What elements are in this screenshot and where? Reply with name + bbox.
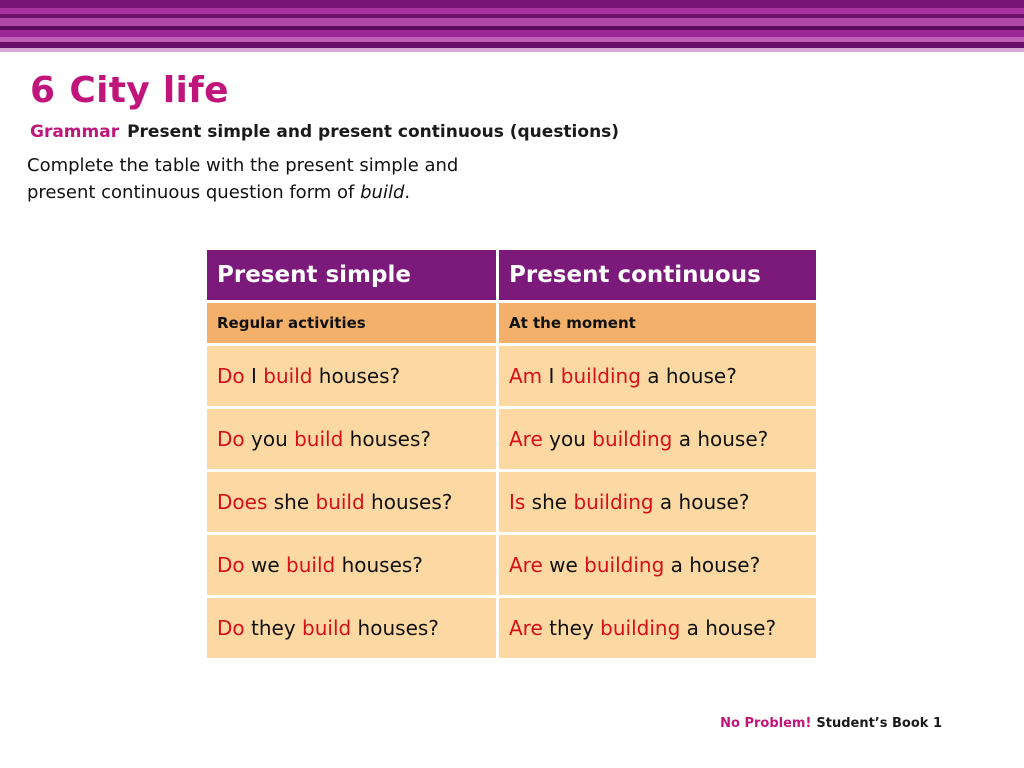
table-row bbox=[207, 346, 816, 406]
table-header-row bbox=[207, 250, 816, 300]
subject: we bbox=[244, 553, 287, 577]
present-continuous-cell bbox=[499, 472, 816, 532]
present-continuous-cell bbox=[499, 535, 816, 595]
object: houses? bbox=[351, 616, 439, 640]
verb: building bbox=[600, 616, 681, 640]
subheader-regular-activities: Regular activities bbox=[207, 303, 496, 343]
instructions-line-1: Complete the table with the present simple and bbox=[27, 155, 459, 176]
subject: I bbox=[542, 364, 561, 388]
verb: building bbox=[592, 427, 673, 451]
object: houses? bbox=[343, 427, 432, 451]
subject: she bbox=[525, 490, 574, 514]
present-simple-cell bbox=[207, 409, 496, 469]
auxiliary: Do bbox=[217, 427, 245, 451]
subject: I bbox=[244, 364, 264, 388]
instructions bbox=[27, 152, 547, 206]
verb: build bbox=[263, 364, 313, 388]
object: a house? bbox=[672, 427, 769, 451]
page-title bbox=[30, 70, 229, 111]
auxiliary: Are bbox=[509, 616, 543, 640]
section-heading bbox=[30, 122, 619, 142]
verb: build bbox=[294, 427, 344, 451]
object: a house? bbox=[664, 553, 761, 577]
present-continuous-cell bbox=[499, 346, 816, 406]
section-tag: Grammar bbox=[30, 122, 120, 142]
subheader-at-the-moment: At the moment bbox=[499, 303, 816, 343]
verb: building bbox=[573, 490, 654, 514]
auxiliary: Am bbox=[509, 364, 543, 388]
present-simple-cell bbox=[207, 598, 496, 658]
present-simple-cell bbox=[207, 535, 496, 595]
present-continuous-cell bbox=[499, 598, 816, 658]
verb: building bbox=[584, 553, 665, 577]
banner-stripe bbox=[0, 30, 1024, 37]
table-row bbox=[207, 535, 816, 595]
unit-title: City life bbox=[69, 70, 229, 111]
verb: build bbox=[302, 616, 352, 640]
auxiliary: Are bbox=[509, 553, 543, 577]
banner-stripe bbox=[0, 18, 1024, 26]
subject: you bbox=[244, 427, 295, 451]
instructions-verb: build bbox=[360, 182, 405, 203]
object: houses? bbox=[335, 553, 423, 577]
table-row bbox=[207, 472, 816, 532]
auxiliary: Do bbox=[217, 553, 245, 577]
subject: you bbox=[542, 427, 593, 451]
header-present-simple: Present simple bbox=[207, 250, 496, 300]
footer-credit bbox=[720, 716, 942, 731]
table-row bbox=[207, 409, 816, 469]
object: houses? bbox=[364, 490, 453, 514]
verb: build bbox=[286, 553, 336, 577]
instructions-line-2-prefix: present continuous question form of bbox=[27, 182, 361, 203]
object: houses? bbox=[312, 364, 401, 388]
unit-number: 6 bbox=[30, 70, 56, 111]
object: a house? bbox=[680, 616, 777, 640]
present-continuous-cell bbox=[499, 409, 816, 469]
auxiliary: Do bbox=[217, 364, 245, 388]
table-row bbox=[207, 598, 816, 658]
instructions-line-2-suffix: . bbox=[404, 182, 411, 203]
auxiliary: Are bbox=[509, 427, 543, 451]
auxiliary: Does bbox=[217, 490, 268, 514]
section-title: Present simple and present continuous (questions) bbox=[127, 122, 620, 142]
subject: they bbox=[542, 616, 601, 640]
auxiliary: Do bbox=[217, 616, 245, 640]
grammar-table bbox=[204, 247, 819, 661]
footer-brand: No Problem! bbox=[720, 716, 812, 731]
subject: we bbox=[542, 553, 585, 577]
present-simple-cell bbox=[207, 472, 496, 532]
table-subheader-row bbox=[207, 303, 816, 343]
auxiliary: Is bbox=[509, 490, 526, 514]
object: a house? bbox=[653, 490, 750, 514]
top-banner bbox=[0, 0, 1024, 52]
present-simple-cell bbox=[207, 346, 496, 406]
footer-book: Student’s Book 1 bbox=[816, 716, 942, 731]
subject: they bbox=[244, 616, 303, 640]
object: a house? bbox=[640, 364, 737, 388]
header-present-continuous: Present continuous bbox=[499, 250, 816, 300]
verb: build bbox=[315, 490, 365, 514]
banner-stripe bbox=[0, 0, 1024, 8]
subject: she bbox=[267, 490, 316, 514]
banner-stripe bbox=[0, 48, 1024, 52]
verb: building bbox=[560, 364, 641, 388]
